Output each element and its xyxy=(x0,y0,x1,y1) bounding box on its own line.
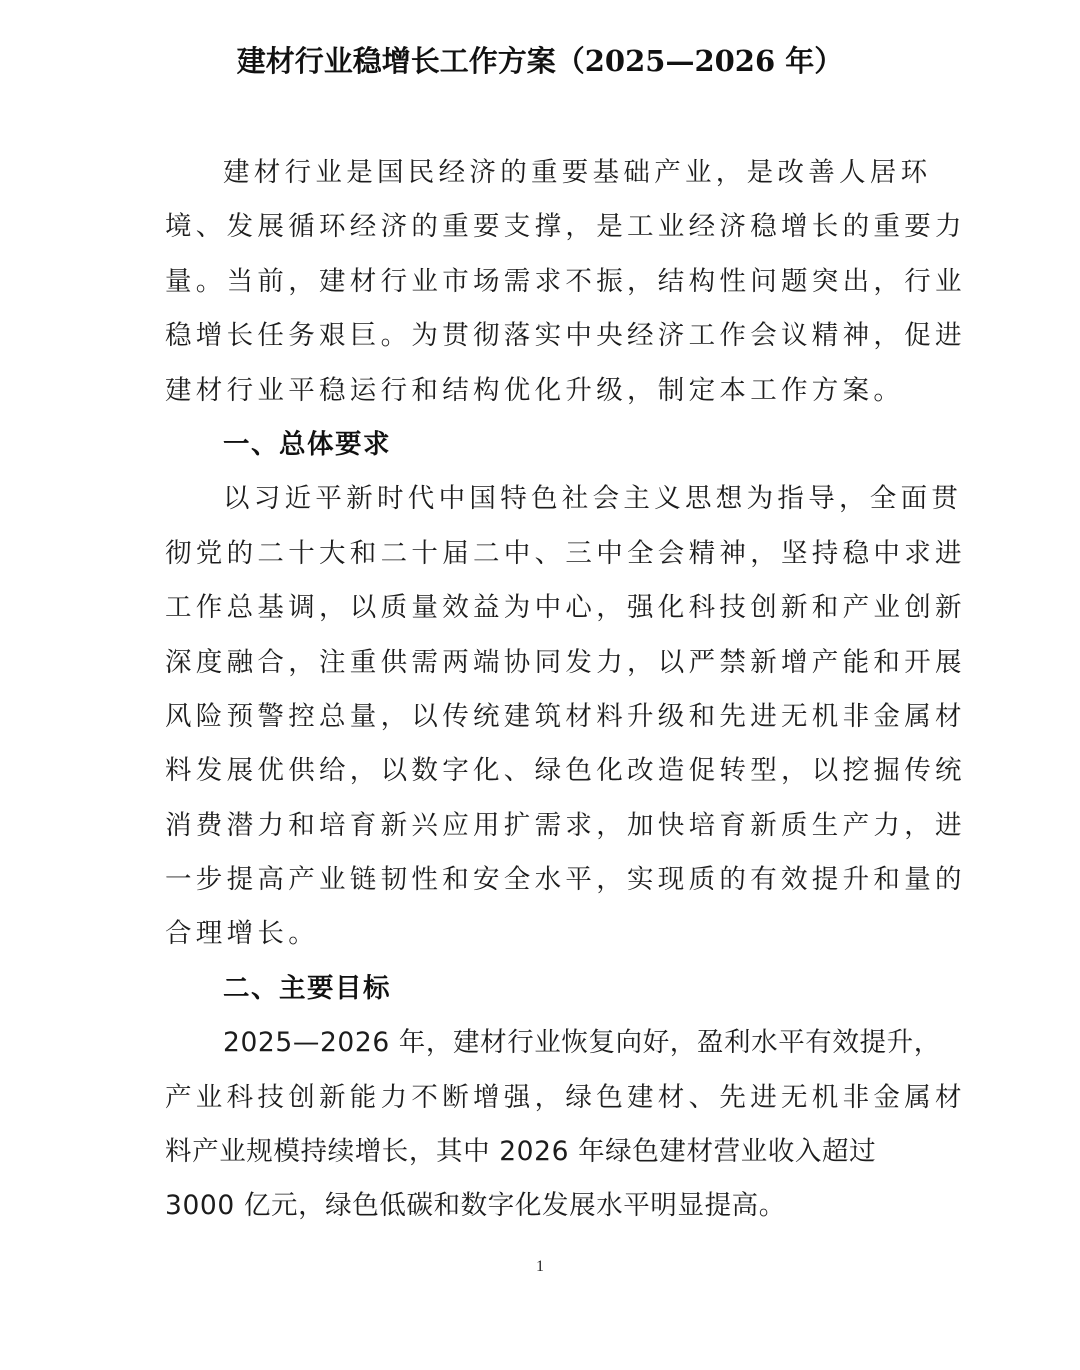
section-general-requirements xyxy=(165,418,966,962)
paragraph-line: 稳增长任务艰巨。为贯彻落实中央经济工作会议精神，促进 xyxy=(165,320,966,352)
paragraph-line: 合理增长。 xyxy=(165,918,319,950)
paragraph-line: 深度融合，注重供需两端协同发力，以严禁新增产能和开展 xyxy=(165,646,966,678)
paragraph-line: 一步提高产业链韧性和安全水平，实现质的有效提升和量的 xyxy=(165,864,966,896)
paragraph-line: 产业科技创新能力不断增强，绿色建材、先进无机非金属材 xyxy=(165,1081,966,1113)
intro-paragraph xyxy=(165,146,966,418)
document-body xyxy=(165,146,966,1234)
section-main-targets xyxy=(165,962,966,1234)
paragraph-line: 2025—2026 年，建材行业恢复向好，盈利水平有效提升， xyxy=(223,1027,941,1059)
page-number: 1 xyxy=(536,1258,544,1275)
paragraph-line: 境、发展循环经济的重要支撑，是工业经济稳增长的重要力 xyxy=(165,211,966,243)
section-heading: 二、主要目标 xyxy=(223,972,391,1004)
section-heading: 一、总体要求 xyxy=(223,428,391,460)
paragraph-line: 建材行业平稳运行和结构优化升级，制定本工作方案。 xyxy=(165,374,905,406)
paragraph-line: 以习近平新时代中国特色社会主义思想为指导，全面贯 xyxy=(223,483,963,515)
paragraph-line: 料发展优供给，以数字化、绿色化改造促转型，以挖掘传统 xyxy=(165,755,966,787)
paragraph-line: 建材行业是国民经济的重要基础产业，是改善人居环 xyxy=(223,157,932,188)
paragraph-line: 料产业规模持续增长，其中 2026 年绿色建材营业收入超过 xyxy=(165,1136,877,1168)
paragraph-line: 工作总基调，以质量效益为中心，强化科技创新和产业创新 xyxy=(165,592,966,624)
paragraph-line: 3000 亿元，绿色低碳和数字化发展水平明显提高。 xyxy=(165,1190,786,1222)
paragraph-line: 风险预警控总量，以传统建筑材料升级和先进无机非金属材 xyxy=(165,700,966,732)
paragraph-line: 消费潜力和培育新兴应用扩需求，加快培育新质生产力，进 xyxy=(165,809,966,841)
document-title: 建材行业稳增长工作方案（2025—2026 年） xyxy=(236,44,844,78)
paragraph-line: 量。当前，建材行业市场需求不振，结构性问题突出，行业 xyxy=(165,265,966,297)
paragraph-line: 彻党的二十大和二十届二中、三中全会精神，坚持稳中求进 xyxy=(165,537,966,569)
